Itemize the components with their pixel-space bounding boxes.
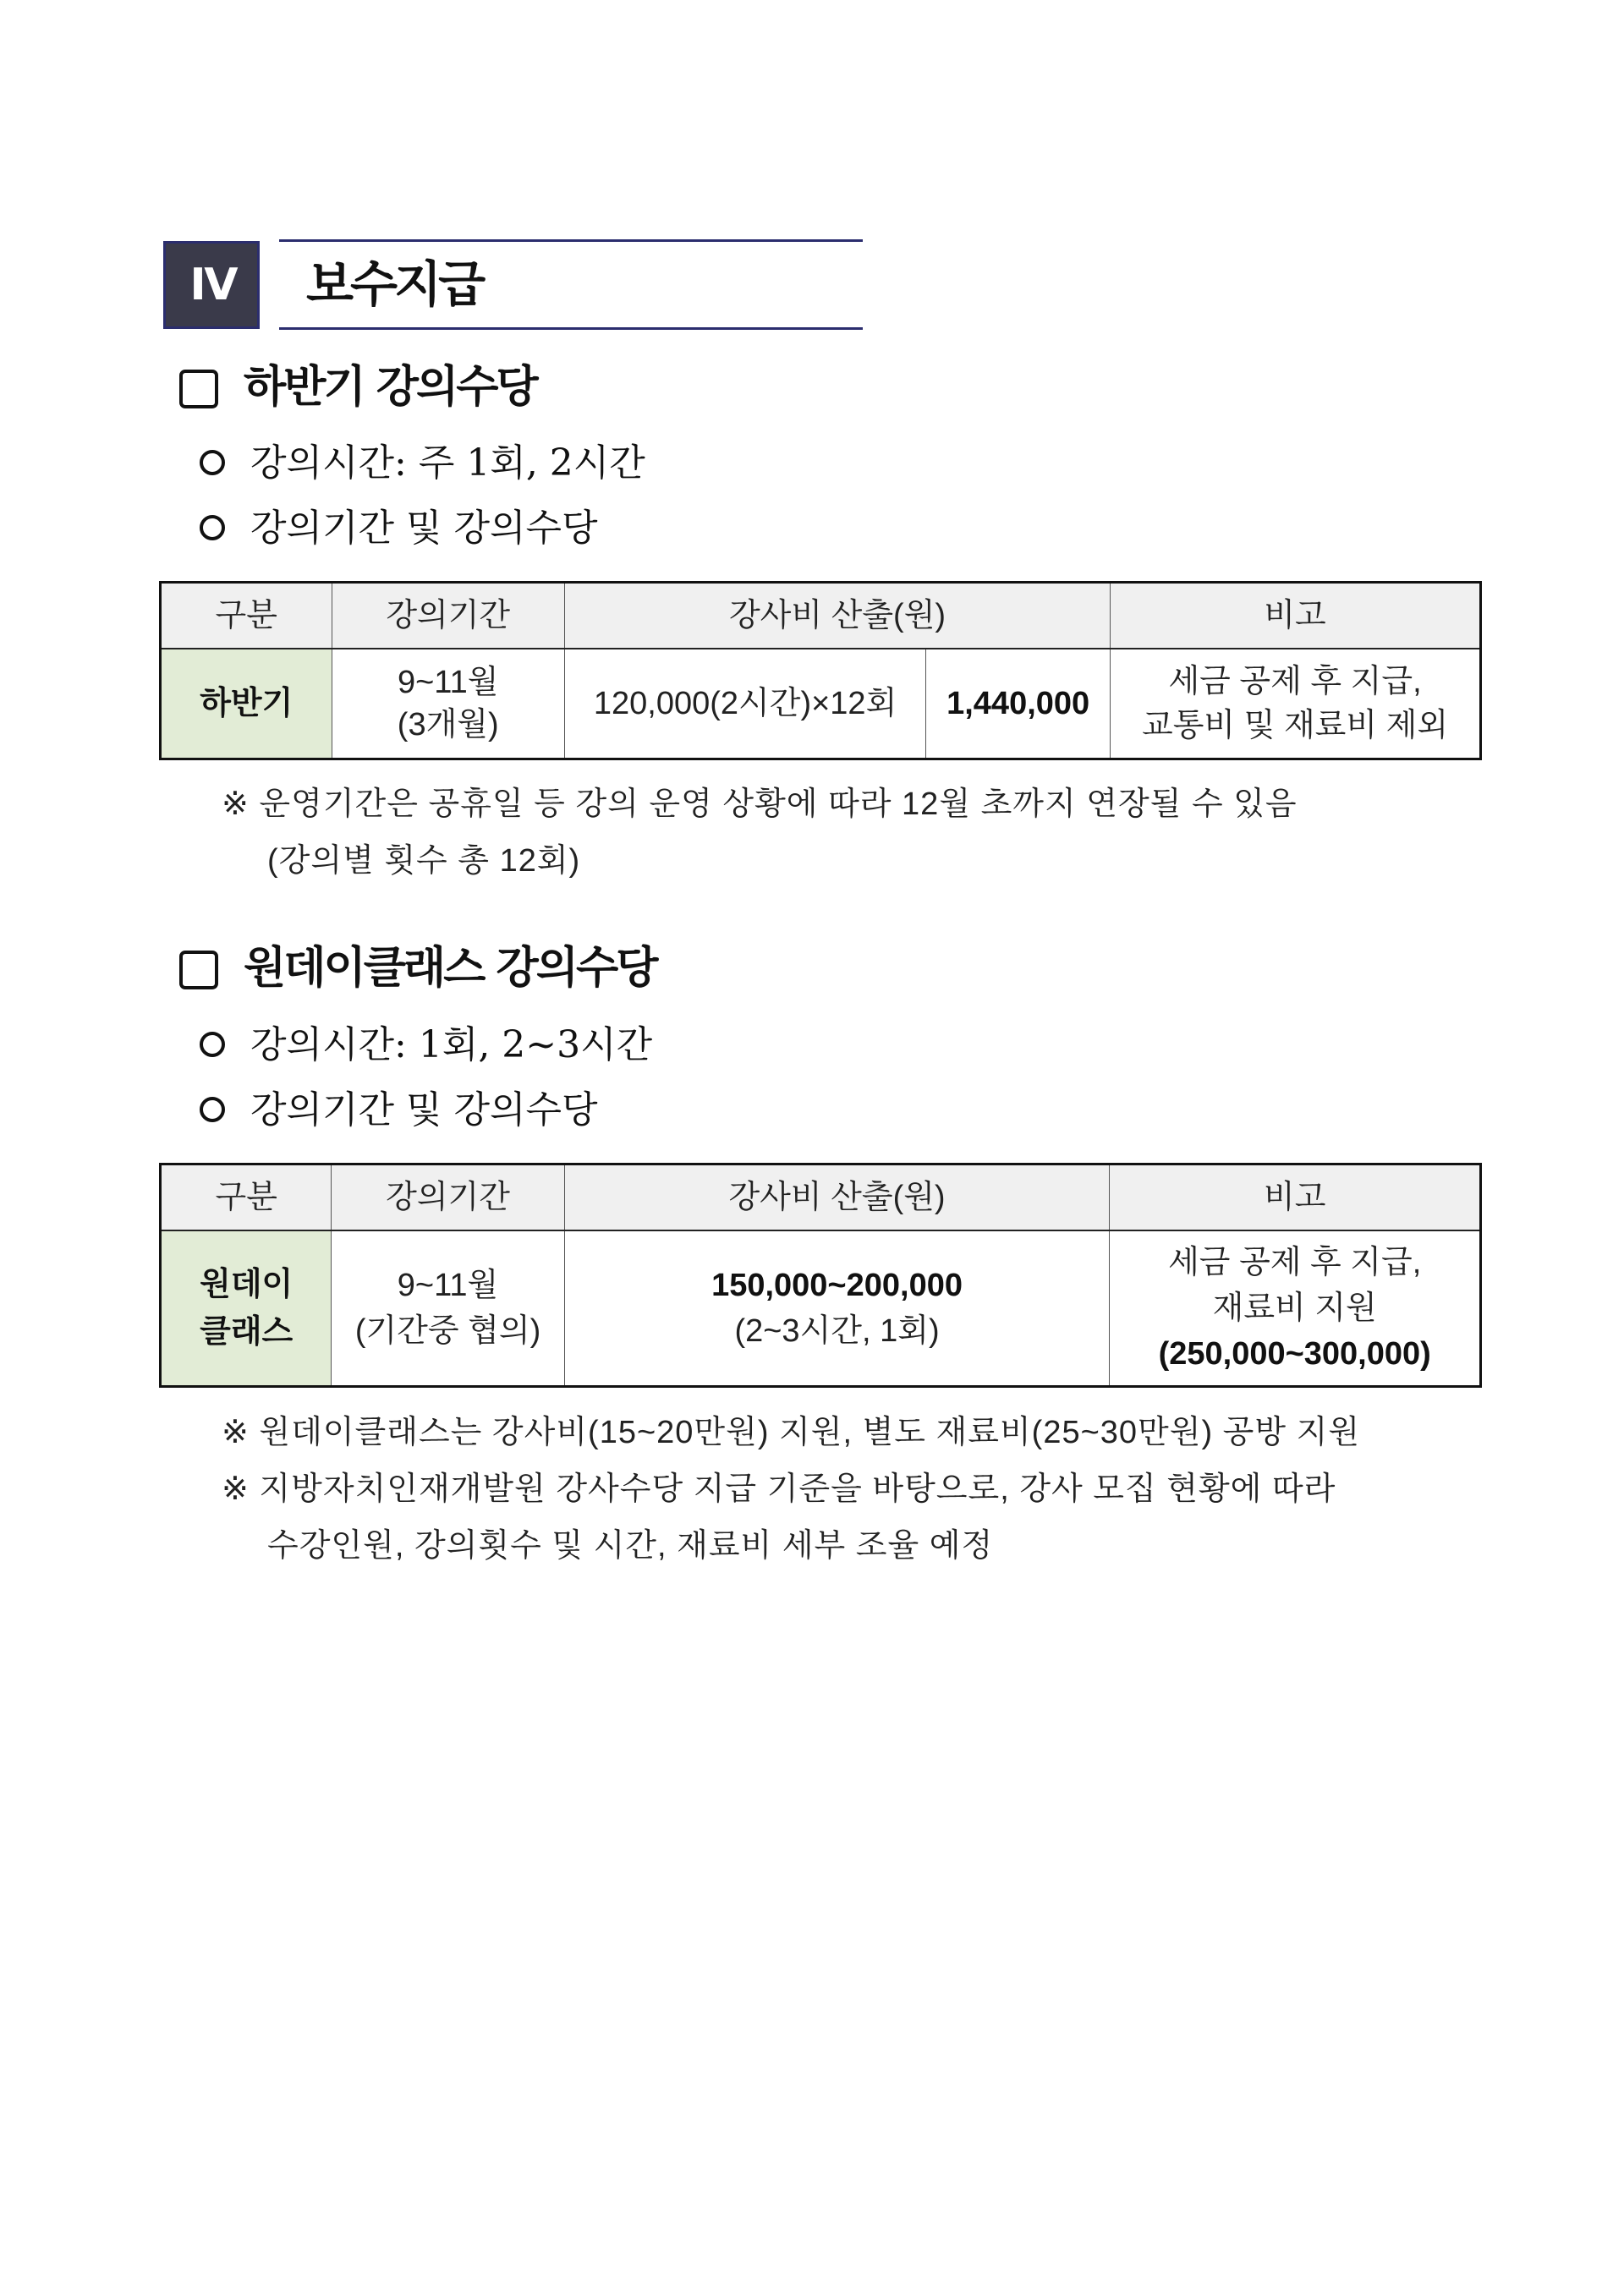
row-fee-calc: 120,000(2시간)×12회 [564, 649, 925, 759]
section1-title: 하반기 강의수당 [244, 362, 536, 413]
note-line: (250,000~300,000) [1158, 1335, 1431, 1372]
section2-bullet-1 [200, 1022, 652, 1069]
table-header-row [161, 583, 1481, 649]
circle-bullet-icon [200, 1032, 225, 1057]
section1-fee-table [159, 581, 1482, 760]
row-category: 하반기 [161, 649, 332, 759]
category-line: 클래스 [200, 1313, 294, 1350]
section1-note-2: (강의별 횟수 총 12회) [267, 843, 581, 879]
section2-fee-table [159, 1163, 1482, 1388]
section2-title: 원데이클래스 강의수당 [244, 943, 656, 994]
section1-bullet-1 [200, 440, 645, 487]
row-note [1111, 649, 1481, 759]
bullet-text: 강의기간 및 강의수당 [250, 1088, 598, 1132]
period-line: (3개월) [397, 706, 499, 743]
period-line: (기간중 협의) [354, 1312, 541, 1349]
note-line: 세금 공제 후 지급, [1168, 1244, 1422, 1280]
chapter-top-rule [279, 239, 863, 242]
circle-bullet-icon [200, 1097, 225, 1122]
table-row [161, 1230, 1481, 1386]
fee-line: (2~3시간, 1회) [734, 1312, 940, 1349]
section1-note-1: ※ 운영기간은 공휴일 등 강의 운영 상황에 따라 12월 초까지 연장될 수 있음 [222, 786, 1298, 822]
section2-note-3: 수강인원, 강의횟수 및 시간, 재료비 세부 조율 예정 [267, 1528, 994, 1564]
section2-note-2: ※ 지방자치인재개발원 강사수당 지급 기준을 바탕으로, 강사 모집 현황에 따라 [222, 1471, 1336, 1507]
header-period: 강의기간 [332, 1164, 564, 1231]
row-category [161, 1230, 332, 1386]
chapter-title: 보수지급 [306, 255, 483, 313]
note-line: 교통비 및 재료비 제외 [1142, 707, 1449, 743]
row-note [1110, 1230, 1481, 1386]
chapter-number: Ⅳ [189, 260, 233, 310]
note-line: 세금 공제 후 지급, [1168, 663, 1422, 699]
header-note: 비고 [1110, 1164, 1481, 1231]
row-fee [564, 1230, 1110, 1386]
section-checkbox-icon [179, 951, 218, 989]
period-line: 9~11월 [397, 1267, 499, 1303]
category-line: 원데이 [200, 1266, 294, 1302]
table-row [161, 649, 1481, 759]
bullet-text: 강의기간 및 강의수당 [250, 507, 598, 550]
table-header-row [161, 1164, 1481, 1231]
period-line: 9~11월 [397, 664, 499, 700]
chapter-number-badge [163, 241, 260, 329]
section1-bullet-2 [200, 505, 598, 552]
fee-line: 150,000~200,000 [711, 1267, 963, 1303]
bullet-text: 강의시간: 1회, 2~3시간 [250, 1023, 653, 1066]
header-category: 구분 [161, 1164, 332, 1231]
header-category: 구분 [161, 583, 332, 649]
header-note: 비고 [1111, 583, 1481, 649]
row-period [332, 649, 564, 759]
header-fee: 강사비 산출(원) [564, 583, 1110, 649]
header-period: 강의기간 [332, 583, 564, 649]
row-fee-total: 1,440,000 [926, 649, 1111, 759]
row-period [332, 1230, 564, 1386]
header-fee: 강사비 산출(원) [564, 1164, 1110, 1231]
note-line: 재료비 지원 [1212, 1290, 1377, 1326]
section2-bullet-2 [200, 1087, 598, 1134]
bullet-text: 강의시간: 주 1회, 2시간 [250, 441, 645, 485]
section2-note-1: ※ 원데이클래스는 강사비(15~20만원) 지원, 별도 재료비(25~30만원) 공방 지원 [222, 1415, 1361, 1450]
circle-bullet-icon [200, 515, 225, 540]
section-checkbox-icon [179, 370, 218, 408]
chapter-bottom-rule [279, 327, 863, 330]
circle-bullet-icon [200, 450, 225, 475]
